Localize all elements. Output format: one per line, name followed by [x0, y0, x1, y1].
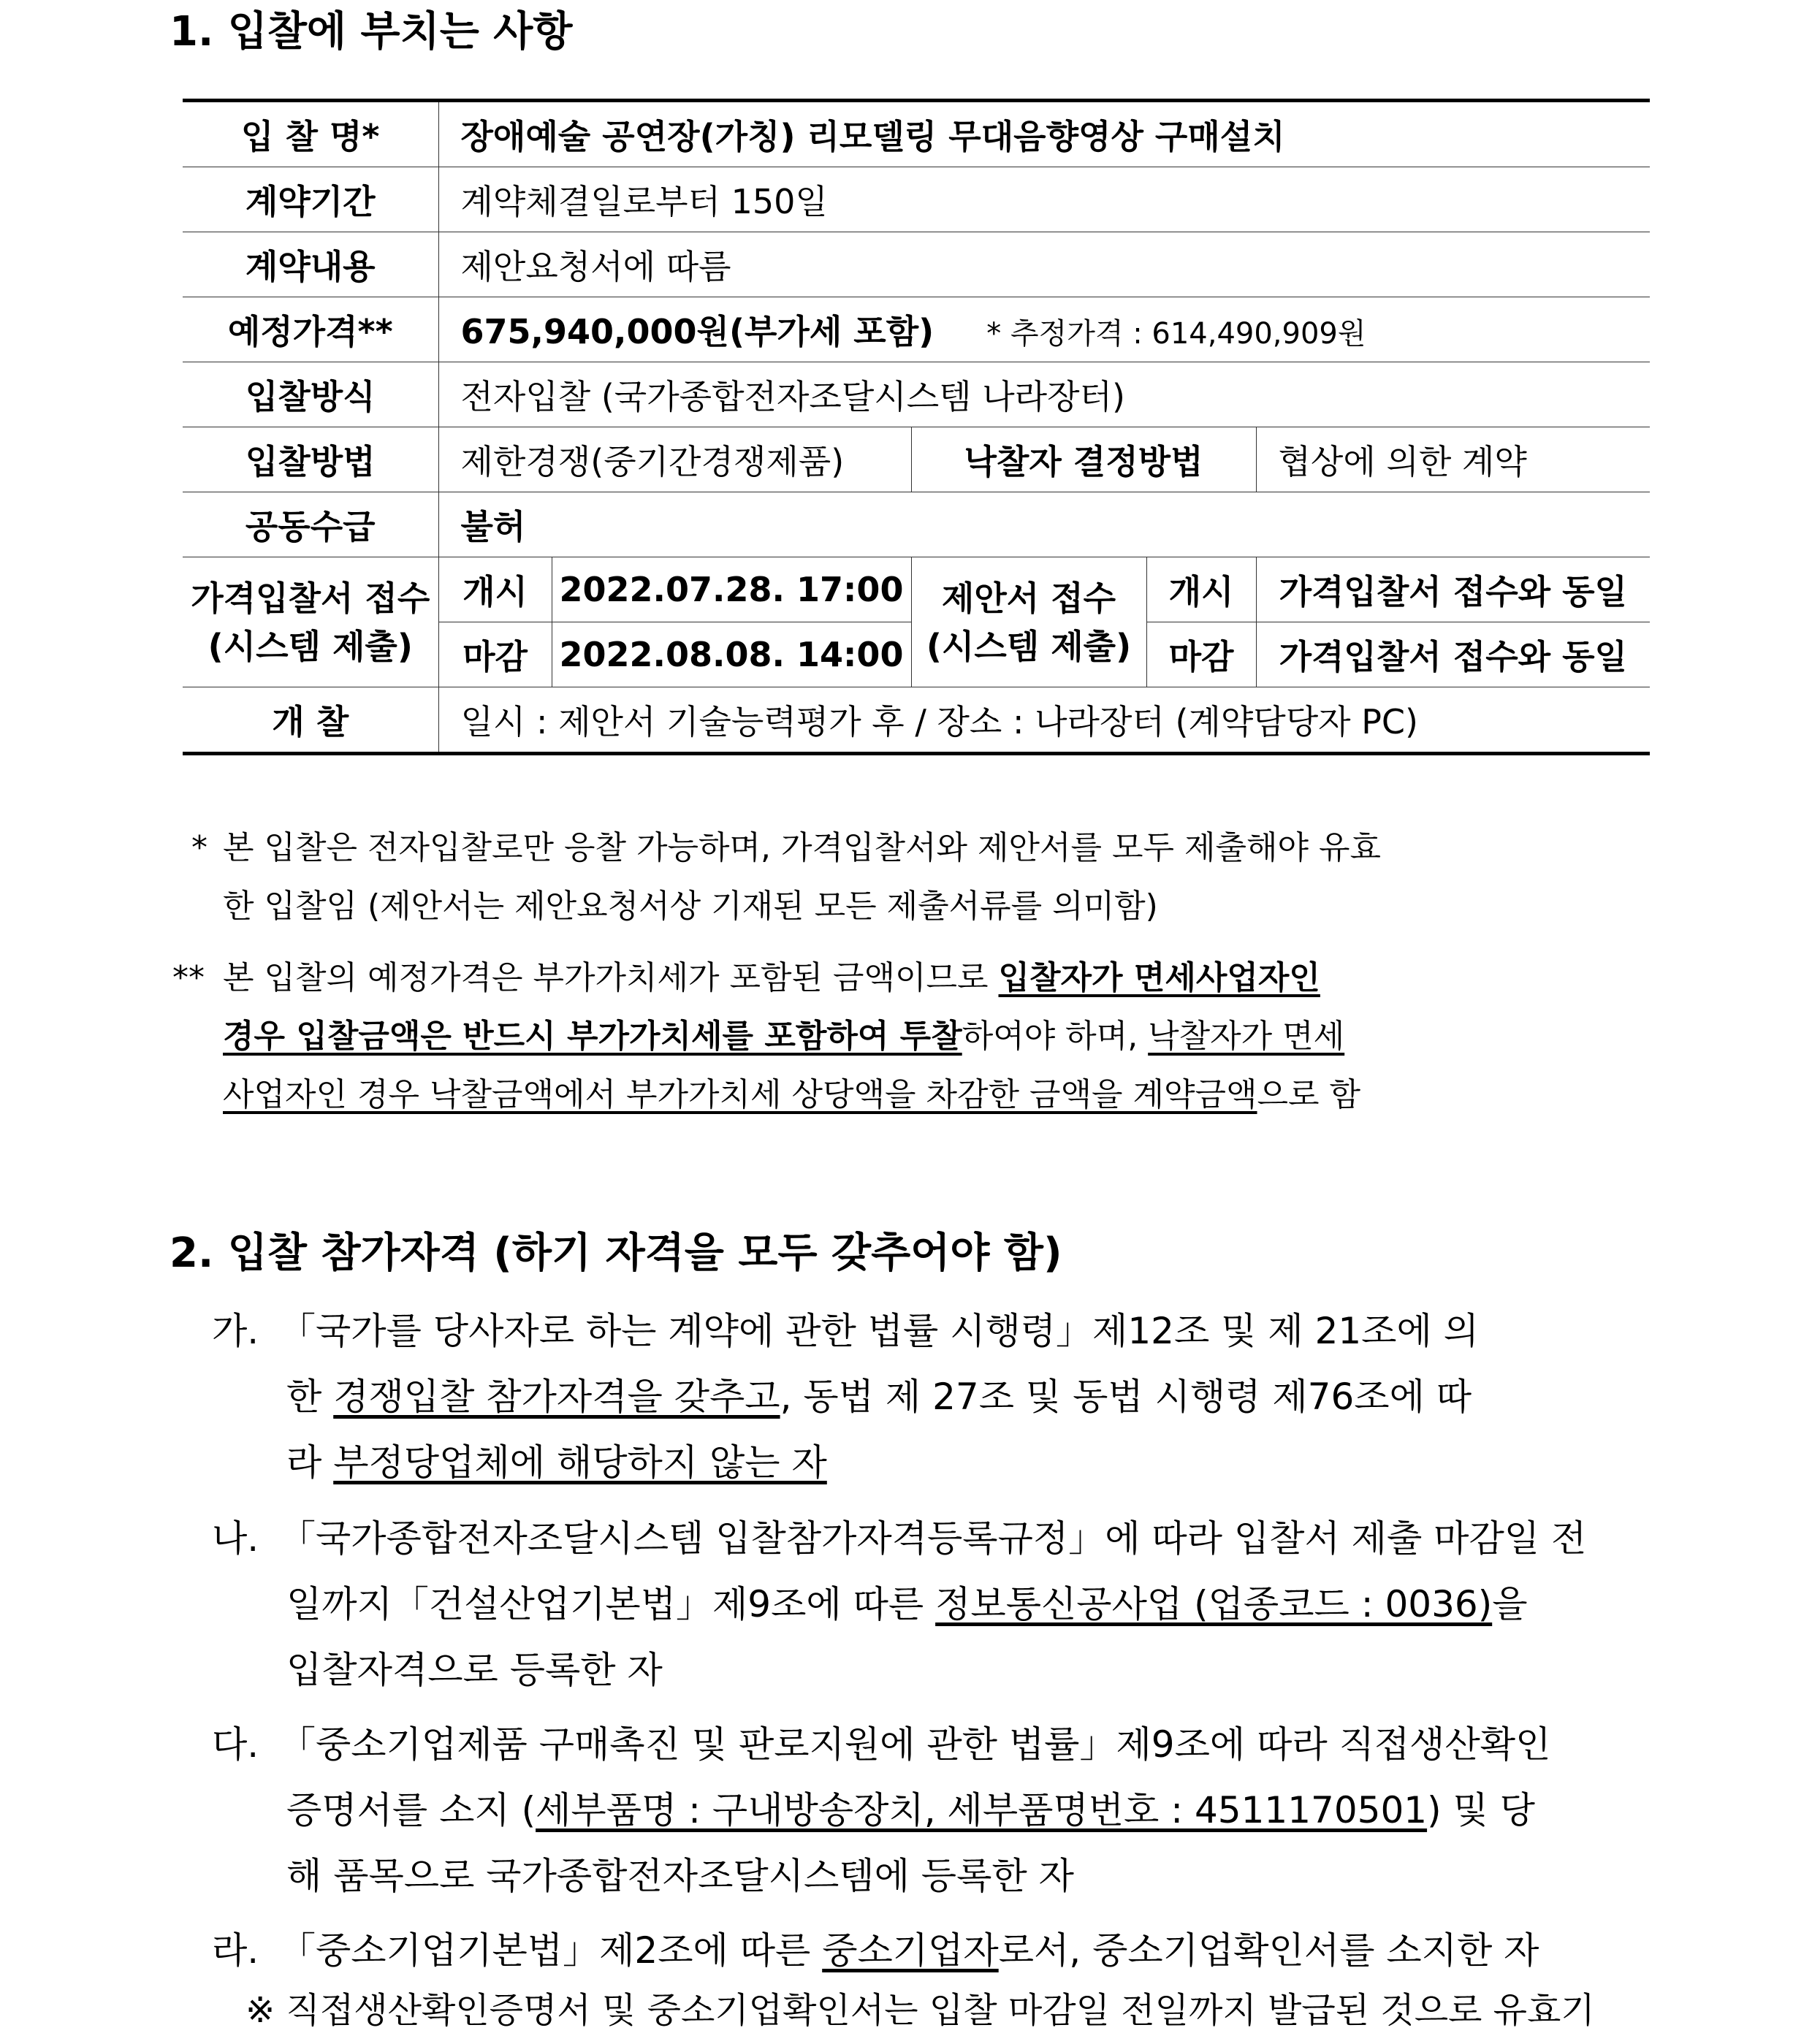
table-row [183, 167, 1650, 232]
bid-method-value: 제한경쟁(중기간경쟁제품) [438, 427, 911, 492]
item-ga-line-2 [286, 1363, 1472, 1430]
table-row [183, 232, 1650, 297]
item-da-line-3: 해 품목으로 국가종합전자조달시스템에 등록한 자 [286, 1855, 1074, 1897]
note-2-mark: ** [172, 959, 205, 996]
proposal-receipt-label-line2: (시스템 제출) [926, 626, 1132, 666]
winner-decision-label: 낙찰자 결정방법 [911, 427, 1256, 492]
item-ga-line-3 [286, 1429, 827, 1496]
price-bid-open-value: 2022.07.28. 17:00 [552, 557, 911, 622]
contract-content-value: 제안요청서에 따름 [438, 232, 1650, 297]
winner-decision-value: 협상에 의한 계약 [1256, 427, 1650, 492]
section-2-title: 2. 입찰 참가자격 (하기 자격을 모두 갖추어야 함) [170, 1229, 1062, 1277]
item-da-line-1: 「중소기업제품 구매촉진 및 판로지원에 관한 법률」제9조에 따라 직접생산확인 [279, 1723, 1551, 1766]
note-2-line-1 [223, 948, 1320, 1008]
price-bid-close-label: 마감 [438, 622, 552, 687]
note-1-line-2: 한 입찰임 (제안서는 제안요청서상 기재된 모든 제출서류를 의미함) [223, 888, 1158, 925]
note-2-underline-e: 낙찰자가 면세 [1148, 1018, 1345, 1055]
planned-price-label: 예정가격** [183, 297, 438, 362]
item-ga-underline-1: 경쟁입찰 참가자격을 갖추고 [333, 1376, 780, 1418]
item-ga-text-2: , 동법 제 27조 및 동법 시행령 제76조에 따 [780, 1376, 1472, 1418]
item-da-text: 증명서를 소지 ( [286, 1789, 536, 1831]
item-na-text-2: 을 [1492, 1583, 1528, 1625]
section-1-title: 1. 입찰에 부치는 사항 [170, 8, 573, 56]
contract-period-label: 계약기간 [183, 167, 438, 232]
item-da-line-2 [286, 1777, 1535, 1844]
item-ga-underline-2: 부정당업체에 해당하지 않는 자 [333, 1441, 827, 1484]
table-row [183, 427, 1650, 492]
footnote: ※ 직접생산확인증명서 및 중소기업확인서는 입찰 마감일 전일까지 발급된 것으로 유효기 [245, 1990, 1595, 2031]
item-na-line-1: 「국가종합전자조달시스템 입찰참가자격등록규정」에 따라 입찰서 제출 마감일 전 [279, 1517, 1587, 1560]
note-2-line-3 [223, 1065, 1360, 1125]
item-na-text: 일까지「건설산업기본법」제9조에 따른 [286, 1583, 936, 1625]
joint-supply-label: 공동수급 [183, 492, 438, 557]
note-2-underline-f: 사업자인 경우 낙찰금액에서 부가가치세 상당액을 차감한 금액을 계약금액 [223, 1076, 1257, 1113]
bid-info-table [183, 99, 1650, 755]
planned-price-value: 675,940,000원(부가세 포함) [460, 312, 934, 351]
bid-opening-value: 일시 : 제안서 기술능력평가 후 / 장소 : 나라장터 (계약담당자 PC) [438, 687, 1650, 754]
note-2-text-a: 본 입찰의 예정가격은 부가가치세가 포함된 금액이므로 [223, 959, 999, 996]
note-2-text-d: 하여야 하며, [962, 1018, 1149, 1055]
item-ga-line-1: 「국가를 당사자로 하는 계약에 관한 법률 시행령」제12조 및 제 21조에 의 [279, 1310, 1479, 1352]
table-row [183, 557, 1650, 622]
note-1-line-1: 본 입찰은 전자입찰로만 응찰 가능하며, 가격입찰서와 제안서를 모두 제출해야 유효 [223, 829, 1381, 866]
note-2-emphasis-a: 입찰자가 면세사업자인 [998, 959, 1320, 996]
item-ra-text: 「중소기업기본법」제2조에 따른 [279, 1929, 823, 1972]
bid-type-label: 입찰방식 [183, 362, 438, 427]
item-ga-mark: 가. [212, 1310, 259, 1352]
proposal-receipt-label [911, 557, 1146, 687]
joint-supply-value: 불허 [438, 492, 1650, 557]
table-row [183, 492, 1650, 557]
item-da-mark: 다. [212, 1723, 259, 1766]
item-ga-text: 한 [286, 1376, 334, 1418]
note-1-mark: * [191, 829, 208, 866]
table-row [183, 101, 1650, 167]
proposal-open-label: 개시 [1146, 557, 1256, 622]
contract-period-value: 계약체결일로부터 150일 [438, 167, 1650, 232]
price-bid-open-label: 개시 [438, 557, 552, 622]
table-row [183, 297, 1650, 362]
item-na-line-2 [286, 1571, 1528, 1638]
bid-opening-label: 개 찰 [183, 687, 438, 754]
bid-name-label: 입 찰 명* [183, 101, 438, 167]
price-bid-receipt-label-line2: (시스템 제출) [208, 626, 413, 666]
planned-price-cell [438, 297, 1650, 362]
table-row [183, 362, 1650, 427]
bid-type-value: 전자입찰 (국가종합전자조달시스템 나라장터) [438, 362, 1650, 427]
item-ra-line-1 [279, 1917, 1539, 1984]
price-bid-receipt-label-line1: 가격입찰서 접수 [191, 578, 430, 618]
item-na-underline: 정보통신공사업 (업종코드 : 0036) [935, 1583, 1493, 1625]
contract-content-label: 계약내용 [183, 232, 438, 297]
proposal-open-value: 가격입찰서 접수와 동일 [1256, 557, 1650, 622]
table-row [183, 687, 1650, 754]
item-na-mark: 나. [212, 1517, 259, 1560]
bid-method-label: 입찰방법 [183, 427, 438, 492]
estimated-price-note: * 추정가격 : 614,490,909원 [986, 317, 1366, 351]
item-ra-underline: 중소기업자 [822, 1929, 999, 1972]
item-na-line-3: 입찰자격으로 등록한 자 [286, 1649, 663, 1691]
item-ra-mark: 라. [212, 1929, 259, 1972]
proposal-close-label: 마감 [1146, 622, 1256, 687]
item-da-underline: 세부품명 : 구내방송장치, 세부품명번호 : 4511170501 [536, 1789, 1428, 1831]
note-2-line-2 [223, 1007, 1344, 1067]
note-2-emphasis-b: 경우 입찰금액은 반드시 부가가치세를 포함하여 투찰 [223, 1018, 962, 1055]
price-bid-receipt-label [183, 557, 438, 687]
item-ra-text-2: 로서, 중소기업확인서를 소지한 자 [998, 1929, 1539, 1972]
proposal-close-value: 가격입찰서 접수와 동일 [1256, 622, 1650, 687]
proposal-receipt-label-line1: 제안서 접수 [941, 578, 1116, 618]
item-ga-text-3: 라 [286, 1441, 334, 1484]
note-2-text-g: 으로 함 [1257, 1076, 1361, 1113]
item-da-text-2: ) 및 당 [1427, 1789, 1535, 1831]
price-bid-close-value: 2022.08.08. 14:00 [552, 622, 911, 687]
bid-name-value: 장애예술 공연장(가칭) 리모델링 무대음향영상 구매설치 [438, 101, 1650, 167]
